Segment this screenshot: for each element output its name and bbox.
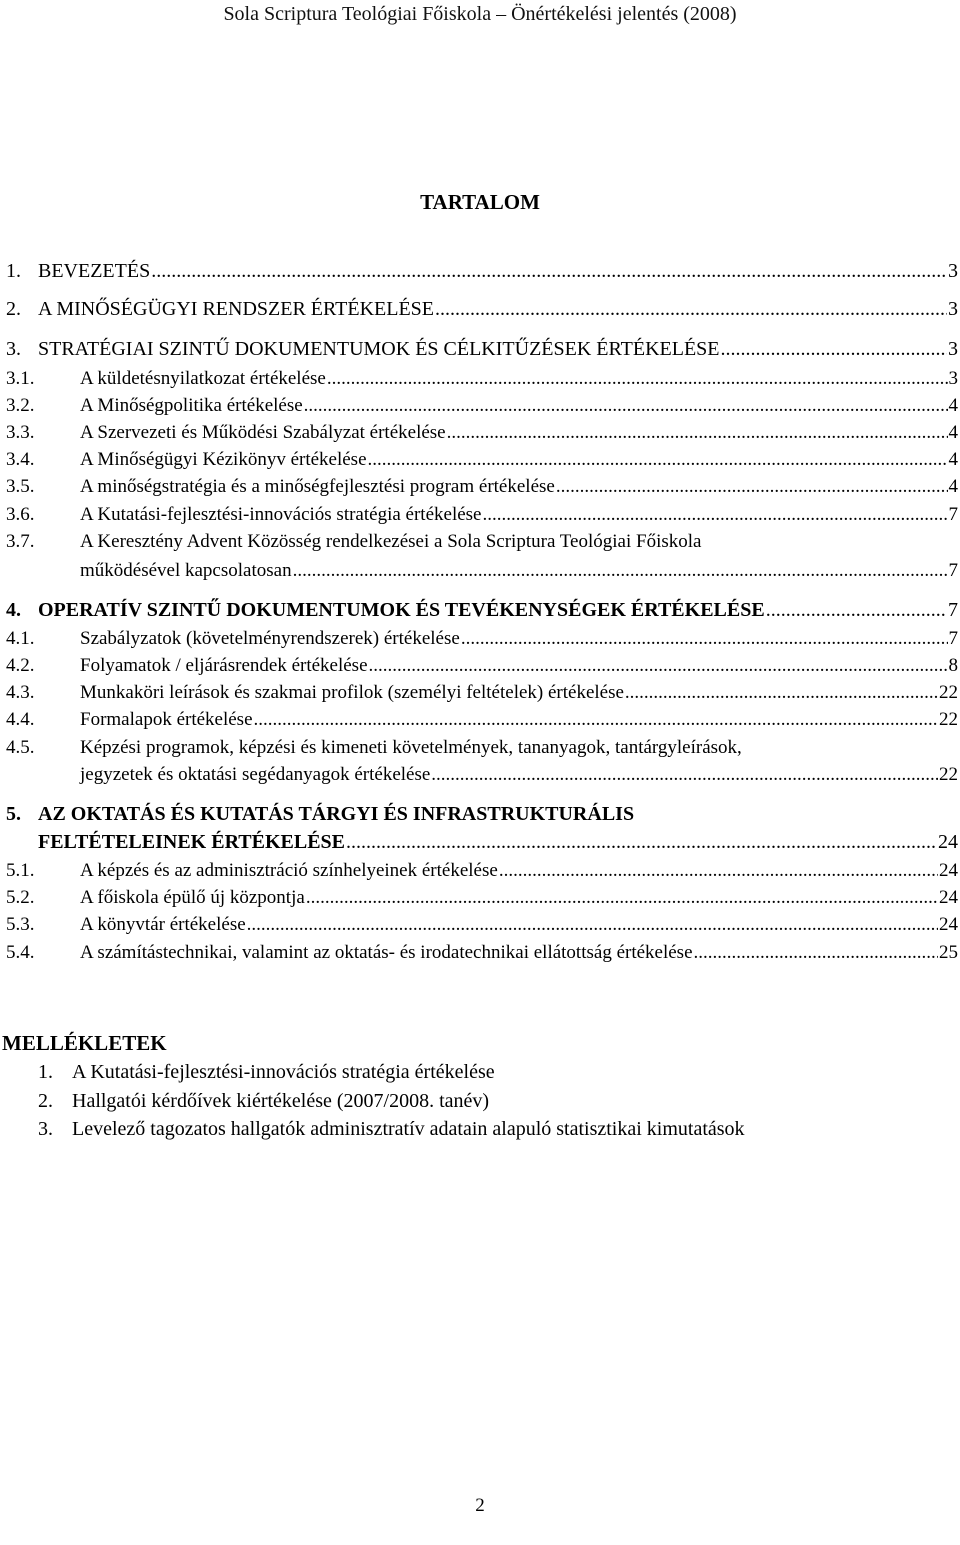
toc-number: 3.	[6, 338, 21, 360]
toc-number: 3.2.	[6, 395, 35, 416]
toc-text: A Minőségpolitika értékelése	[80, 395, 303, 416]
toc-page: 4	[948, 395, 958, 416]
attachment-item[interactable]	[38, 1118, 745, 1141]
toc-page: 24	[939, 914, 958, 935]
toc-text: Formalapok értékelése	[80, 709, 253, 730]
toc-page: 3	[948, 368, 958, 389]
toc-text: Szabályzatok (követelményrendszerek) értékelése	[80, 628, 460, 649]
toc-page: 4	[948, 476, 958, 497]
toc-text: Folyamatok / eljárásrendek értékelése	[80, 655, 368, 676]
toc-text: STRATÉGIAI SZINTŰ DOKUMENTUMOK ÉS CÉLKITŰZÉSEK ÉRTÉKELÉSE	[38, 338, 720, 360]
toc-page: 3	[948, 298, 958, 320]
toc-text: AZ OKTATÁS ÉS KUTATÁS TÁRGYI ÉS INFRASTRUKTURÁLIS	[38, 803, 635, 825]
toc-text: A MINŐSÉGÜGYI RENDSZER ÉRTÉKELÉSE	[38, 298, 435, 320]
toc-text: Munkaköri leírások és szakmai profilok (személyi feltételek) értékelése	[80, 682, 624, 703]
toc-text: BEVEZETÉS	[38, 260, 151, 282]
toc-number: 4.2.	[6, 655, 35, 676]
toc-text: FELTÉTELEINEK ÉRTÉKELÉSE	[38, 831, 346, 853]
toc-page: 24	[939, 887, 958, 908]
toc-number: 5.1.	[6, 860, 35, 881]
toc-number: 4.	[6, 599, 21, 621]
toc-text: A Minőségügyi Kézikönyv értékelése	[80, 449, 367, 470]
attachment-number: 2.	[38, 1090, 53, 1112]
toc-page: 22	[939, 682, 958, 703]
toc-page: 7	[948, 599, 958, 621]
toc-text: A Szervezeti és Működési Szabályzat értékelése	[80, 422, 446, 443]
attachment-text: Hallgatói kérdőívek kiértékelése (2007/2008. tanév)	[72, 1090, 490, 1112]
toc-text: A küldetésnyilatkozat értékelése	[80, 368, 326, 389]
toc-text: A főiskola épülő új központja	[80, 887, 305, 908]
toc-number: 3.5.	[6, 476, 35, 497]
toc-text: A Kutatási-fejlesztési-innovációs stratégia értékelése	[80, 504, 482, 525]
attachment-item[interactable]	[38, 1061, 495, 1084]
toc-text: Képzési programok, képzési és kimeneti követelmények, tananyagok, tantárgyleírások,	[80, 737, 742, 758]
toc-text: A képzés és az adminisztráció színhelyeinek értékelése	[80, 860, 498, 881]
toc-number: 4.5.	[6, 737, 35, 758]
toc-text: A minőségstratégia és a minőségfejlesztési program értékelése	[80, 476, 555, 497]
toc-page: 7	[948, 628, 958, 649]
toc-page: 25	[939, 942, 958, 963]
toc-page: 4	[948, 449, 958, 470]
toc-number: 3.3.	[6, 422, 35, 443]
toc-number: 3.6.	[6, 504, 35, 525]
toc-number: 4.1.	[6, 628, 35, 649]
toc-page: 8	[948, 655, 958, 676]
toc-page: 24	[939, 860, 958, 881]
toc-title: TARTALOM	[420, 190, 540, 214]
toc-page: 22	[939, 764, 958, 785]
attachment-number: 1.	[38, 1061, 53, 1083]
toc-number: 1.	[6, 260, 21, 282]
attachment-number: 3.	[38, 1118, 53, 1140]
toc-page: 7	[948, 560, 958, 581]
toc-number: 5.3.	[6, 914, 35, 935]
toc-page: 3	[948, 260, 958, 282]
toc-number: 3.1.	[6, 368, 35, 389]
toc-number: 5.4.	[6, 942, 35, 963]
toc-number: 5.2.	[6, 887, 35, 908]
toc-number: 4.4.	[6, 709, 35, 730]
toc-page: 24	[938, 831, 958, 853]
toc-text: működésével kapcsolatosan	[80, 560, 292, 581]
toc-number: 3.7.	[6, 531, 35, 552]
page-header: Sola Scriptura Teológiai Főiskola – Önértékelési jelentés (2008)	[223, 3, 737, 25]
attachment-item[interactable]	[38, 1090, 489, 1113]
attachments-title: MELLÉKLETEK	[2, 1031, 167, 1055]
attachment-text: Levelező tagozatos hallgatók adminisztratív adatain alapuló statisztikai kimutatások	[72, 1118, 745, 1140]
toc-text: A könyvtár értékelése	[80, 914, 246, 935]
page-number: 2	[475, 1495, 485, 1516]
toc-text: jegyzetek és oktatási segédanyagok értékelése	[80, 764, 431, 785]
toc-page: 22	[939, 709, 958, 730]
attachment-text: A Kutatási-fejlesztési-innovációs stratégia értékelése	[72, 1061, 495, 1083]
toc-number: 3.4.	[6, 449, 35, 470]
toc-number: 4.3.	[6, 682, 35, 703]
toc-page: 7	[948, 504, 958, 525]
toc-text: A számítástechnikai, valamint az oktatás- és irodatechnikai ellátottság értékelése	[80, 942, 693, 963]
toc-number: 5.	[6, 803, 21, 825]
toc-text: OPERATÍV SZINTŰ DOKUMENTUMOK ÉS TEVÉKENYSÉGEK ÉRTÉKELÉSE	[38, 599, 765, 621]
toc-page: 4	[948, 422, 958, 443]
toc-page: 3	[948, 338, 958, 360]
toc-number: 2.	[6, 298, 21, 320]
toc-text: A Keresztény Advent Közösség rendelkezései a Sola Scriptura Teológiai Főiskola	[80, 531, 702, 552]
